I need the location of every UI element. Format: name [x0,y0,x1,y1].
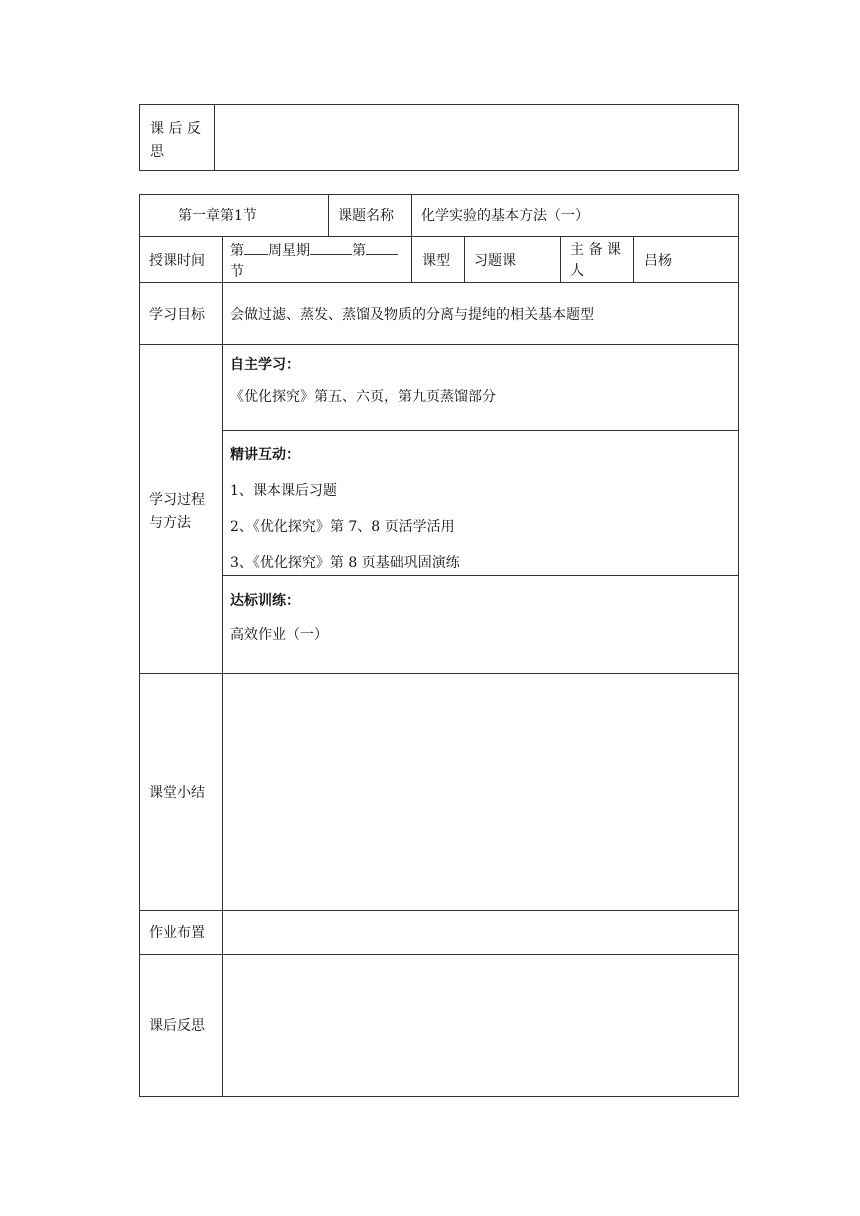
weekday-blank[interactable] [310,240,352,255]
interaction-item: 2、《优化探究》第 7、8 页活学活用 [230,519,455,535]
time-di: 第 [352,243,366,259]
preparer-label-line2: 人 [570,263,584,279]
chapter-section: 第一章第1节 [178,208,257,224]
learning-goals-label: 学习目标 [149,307,205,323]
after-class-reflection-content[interactable] [223,955,738,1096]
preparer-label-line1: 主 备 课 [570,242,621,258]
process-label-line2: 与方法 [149,515,191,531]
interaction-item: 1、课本课后习题 [230,483,337,499]
time-week: 周星期 [268,243,310,259]
teaching-time-label: 授课时间 [149,253,205,269]
interaction-heading: 精讲互动： [230,447,300,463]
homework-label: 作业布置 [149,925,205,941]
self-study-text: 《优化探究》第五、六页，第九页蒸馏部分 [230,389,496,405]
lesson-plan-table [139,194,739,1097]
interaction-item: 3、《优化探究》第 8 页基础巩固演练 [230,555,460,571]
preparer-value: 吕杨 [644,253,672,269]
training-text: 高效作业（一） [230,627,328,643]
reflection-label-line2: 思 [150,144,164,160]
teaching-time-value [230,240,398,261]
topic-label: 课题名称 [338,208,394,224]
class-summary-label: 课堂小结 [149,785,205,801]
self-study-heading: 自主学习： [230,357,300,373]
homework-content[interactable] [223,911,738,954]
reflection-label-line1: 课 后 反 [150,121,201,137]
after-class-reflection-label: 课后反思 [149,1018,205,1034]
lesson-type-value: 习题课 [474,253,516,269]
week-blank[interactable] [244,240,268,255]
learning-goals-value: 会做过滤、蒸发、蒸馏及物质的分离与提纯的相关基本题型 [230,307,594,323]
topic-value: 化学实验的基本方法（一） [421,208,589,224]
previous-reflection-table [139,104,739,171]
training-heading: 达标训练： [230,593,300,609]
reflection-content-cell[interactable] [215,105,738,170]
time-prefix: 第 [230,243,244,259]
time-jie: 节 [230,264,244,280]
lesson-type-label: 课型 [422,253,450,269]
period-blank[interactable] [366,240,398,255]
process-label-line1: 学习过程 [149,492,205,508]
class-summary-content[interactable] [223,674,738,910]
